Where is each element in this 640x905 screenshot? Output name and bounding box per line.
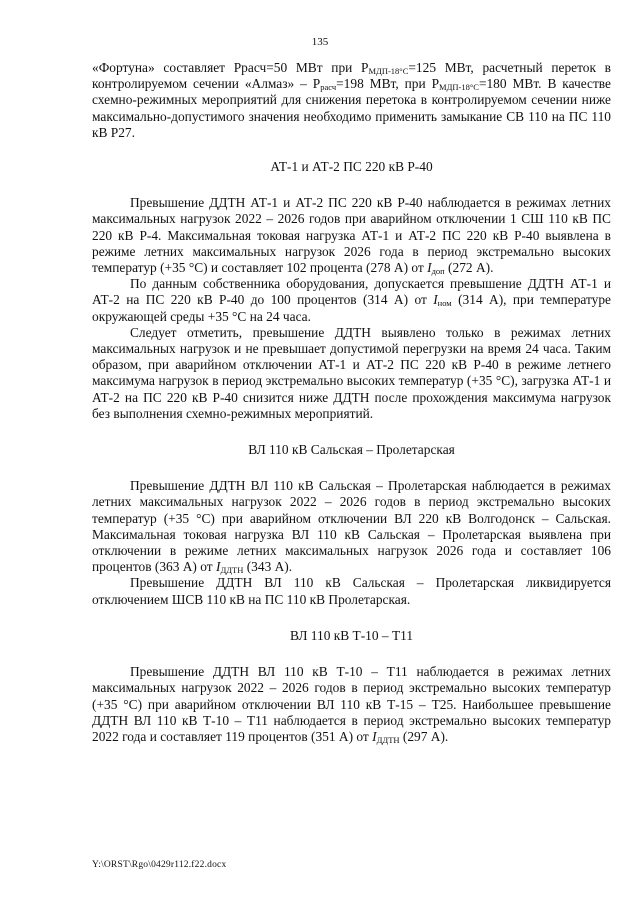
file-path-footer: Y:\ORST\Rgo\0429r112.f22.docx <box>92 860 227 870</box>
paragraph-salskaya-fix: Превышение ДДТН ВЛ 110 кВ Сальская – Пролетарская ликвидируется отключением ШСВ 110 кВ на ПС 110 кВ Пролетарская. <box>92 575 611 607</box>
paragraph-at-overload: Превышение ДДТН АТ-1 и АТ-2 ПС 220 кВ Р-40 наблюдается в режимах летних максимальных нагрузок 2022 – 2026 годов при аварийном отключении 1 СШ 110 кВ ПС 220 кВ Р-4. Максимальная токовая нагрузка АТ-1 и АТ-2 ПС 220 кВ Р-40 выявлена в режиме летних максимальных нагрузок 2026 года в период экстремально высоких температур (+35 °С) и составляет 102 процента (278 А) от $I_{доп}$ (272 А). <box>92 195 611 277</box>
paragraph-note: Следует отметить, превышение ДДТН выявлено только в режимах летних максимальных нагрузок и не превышает допустимой перегрузки на время 24 часа. Таким образом, при аварийном отключении АТ-1 и АТ-2 ПС 220 кВ Р-40 в режиме летнего максимума нагрузок в период экстремально высоких температур (+35 °С), загрузка АТ-1 и АТ-2 на ПС 220 кВ Р-40 снизится ниже ДДТН после прохождения максимума нагрузок без выполнения схемно-режимных мероприятий. <box>92 324 611 421</box>
section-heading-at: АТ-1 и АТ-2 ПС 220 кВ Р-40 <box>270 159 433 175</box>
paragraph-t10-overload: Превышение ДДТН ВЛ 110 кВ Т-10 – Т11 наблюдается в режимах летних максимальных нагрузок 2022 – 2026 годов в период экстремально высоких температур (+35 °С) при аварийном отключении ВЛ 110 кВ Т-15 – Т25. Наибольшее превышение ДДТН ВЛ 110 кВ Т-10 – Т11 наблюдается в период экстремально высоких температур 2022 года и составляет 119 процентов (351 А) от $I_{ДДТН}$ (297 А). <box>92 664 611 745</box>
section-heading-salskaya: ВЛ 110 кВ Сальская – Пролетарская <box>248 442 455 458</box>
document-body <box>92 60 611 745</box>
section-heading-t10: ВЛ 110 кВ Т-10 – Т11 <box>289 627 414 643</box>
paragraph-owner-data: По данным собственника оборудования, допускается превышение ДДТН АТ-1 и АТ-2 на ПС 220 кВ Р-40 до 100 процентов (314 А) от $I_{ном}$ (314 А), при температуре окружающей среды +35 °С на 24 часа. <box>92 276 611 324</box>
page-number: 135 <box>311 36 329 48</box>
paragraph-fortuna: «Фортуна» составляет Ррасч=50 МВт при $P_{МДП-18^\circ С}=125$ МВт, расчетный переток в контролируемом сечении «Алмаз» – $P_{расч}=198$ МВт, при $P_{МДП-18^\circ С}=180$ МВт. В качестве схемно-режимных мероприятий для снижения перетока в контролируемом сечении ниже максимально-допустимого значения необходимо применить замыкание СВ 110 на ПС 110 кВ Р27. <box>92 60 611 140</box>
paragraph-salskaya-overload: Превышение ДДТН ВЛ 110 кВ Сальская – Пролетарская наблюдается в режимах летних максимальных нагрузок 2022 – 2026 годов в период экстремально высоких температур (+35 °С) при аварийном отключении ВЛ 220 кВ Волгодонск – Сальская. Максимальная токовая нагрузка ВЛ 110 кВ Сальская – Пролетарская выявлена при отключении в режиме летних максимальных нагрузок 2026 года и составляет 106 процентов (363 А) от $I_{ДДТН}$ (343 А). <box>92 478 611 576</box>
